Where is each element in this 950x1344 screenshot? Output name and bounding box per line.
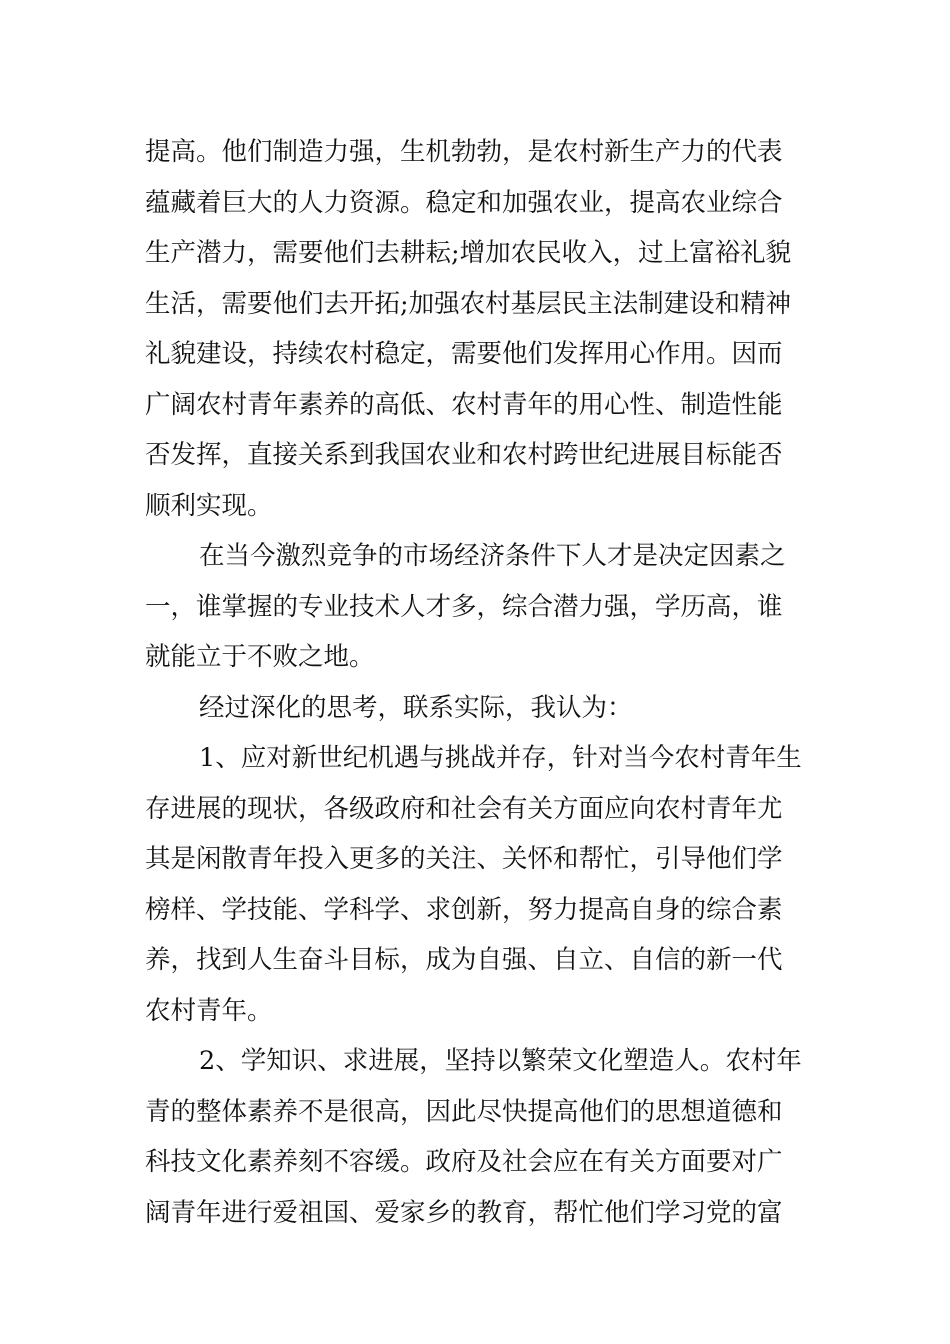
- text-line: 否发挥，直接关系到我国农业和农村跨世纪进展目标能否: [145, 440, 783, 470]
- text-line: 青的整体素养不是很高，因此尽快提高他们的思想道德和: [145, 1096, 783, 1127]
- body-text: [145, 127, 810, 1238]
- text-line: 科技文化素养刻不容缓。政府及社会应在有关方面要对广: [145, 1147, 783, 1177]
- text-line: 生活，需要他们去开拓;加强农村基层民主法制建设和精神: [145, 288, 792, 319]
- text-line: 就能立于不败之地。: [145, 642, 375, 672]
- text-line: 其是闲散青年投入更多的关注、关怀和帮忙，引导他们学: [145, 844, 783, 874]
- text-line: 广阔农村青年素养的高低、农村青年的用心性、制造性能: [145, 389, 783, 420]
- text-line: 在当今激烈竞争的市场经济条件下人才是决定因素之: [199, 541, 786, 571]
- text-line: 1、应对新世纪机遇与挑战并存，针对当今农村青年生: [199, 743, 802, 773]
- text-line: 礼貌建设，持续农村稳定，需要他们发挥用心作用。因而: [145, 339, 783, 369]
- text-line: 顺利实现。: [145, 490, 273, 521]
- text-line: 农村青年。: [145, 995, 273, 1026]
- text-line: 存进展的现状，各级政府和社会有关方面应向农村青年尤: [145, 793, 783, 824]
- text-line: 2、学知识、求进展，坚持以繁荣文化塑造人。农村年: [199, 1046, 802, 1076]
- text-line: 阔青年进行爱祖国、爱家乡的教育，帮忙他们学习党的富: [145, 1197, 783, 1228]
- text-line: 提高。他们制造力强，生机勃勃，是农村新生产力的代表: [145, 137, 783, 167]
- text-line: 养，找到人生奋斗目标，成为自强、自立、自信的新一代: [145, 945, 783, 975]
- text-line: 生产潜力，需要他们去耕耘;增加农民收入，过上富裕礼貌: [145, 238, 792, 268]
- text-line: 蕴藏着巨大的人力资源。稳定和加强农业，提高农业综合: [145, 187, 783, 218]
- text-line: 一，谁掌握的专业技术人才多，综合潜力强，学历高，谁: [145, 591, 783, 622]
- text-line: 经过深化的思考，联系实际，我认为：: [199, 692, 633, 723]
- text-line: 榜样、学技能、学科学、求创新，努力提高自身的综合素: [145, 894, 783, 925]
